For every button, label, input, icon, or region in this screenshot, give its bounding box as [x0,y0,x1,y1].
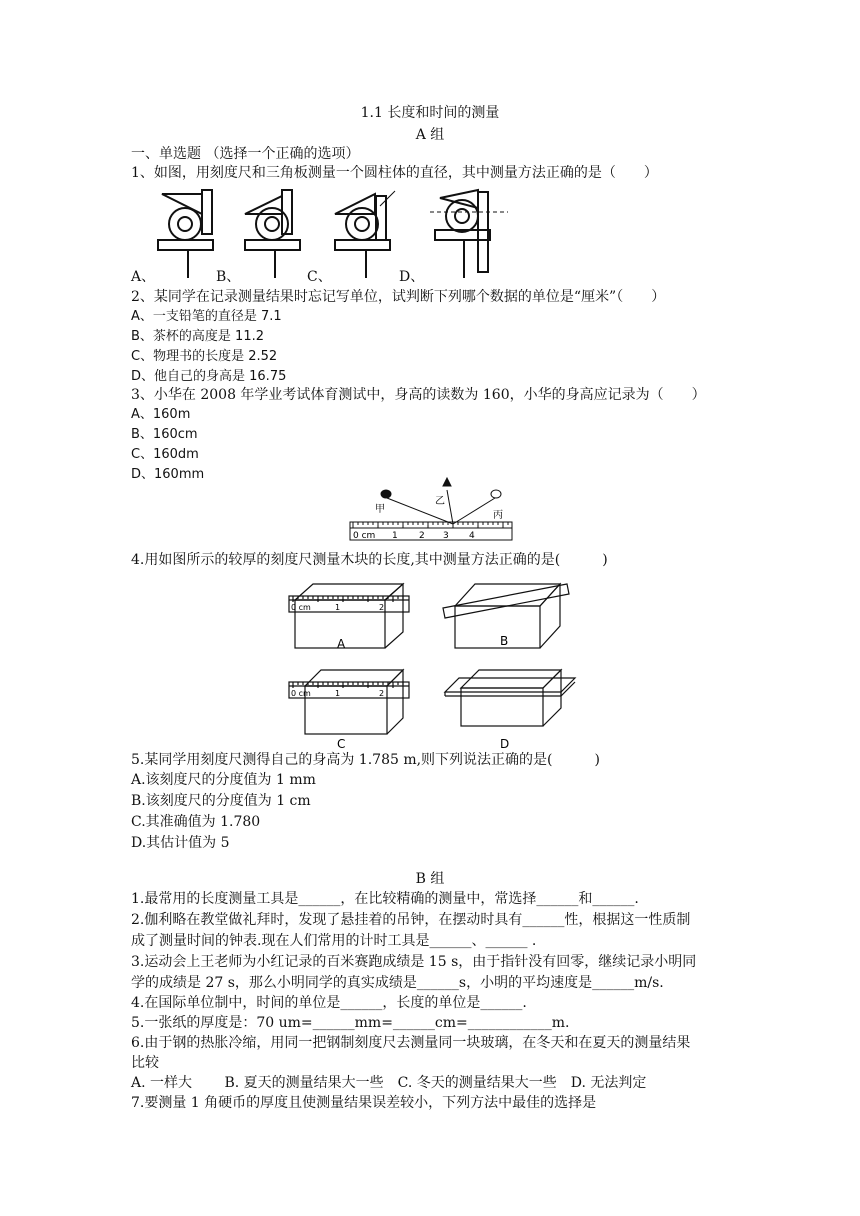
q3-option-a: A、160m [131,407,191,422]
q4-label-a: A [337,637,346,651]
q4-label-d: D [500,737,510,751]
eye-tick-0: 0 cm [353,531,376,541]
q4-figure-c [289,670,409,734]
q1-label-c: C、 [307,269,332,285]
q1-figure-b [245,190,300,278]
b-line-7: 5.一张纸的厚度是：70 um=______mm=______cm=____________m. [131,1015,570,1031]
eye-label-bing: 丙 [493,510,503,521]
b-line-8: 6.由于钢的热胀冷缩，用同一把钢制刻度尺去测量同一块玻璃，在冬天和在夏天的测量结果 [131,1035,691,1051]
q4-figure [285,570,585,752]
b-line-1: 1.最常用的长度测量工具是______，在比较精确的测量中，常选择______和______. [131,891,639,907]
q1-stem: 1、如图，用刻度尺和三角板测量一个圆柱体的直径，其中测量方法正确的是（ ） [131,165,658,181]
q3-option-d: D、160mm [131,467,205,482]
q4-label-c: C [337,737,346,751]
q5-option-d: D.其估计值为 5 [131,835,230,851]
q1-label-a: A、 [131,269,156,285]
b-line-5: 学的成绩是 27 s，那么小明同学的真实成绩是______s，小明的平均速度是______m/s. [131,975,664,991]
b-line-2: 2.伽利略在教堂做礼拜时，发现了悬挂着的吊钟，在摆动时具有______性，根据这一性质制 [131,912,691,928]
q2-option-d: D、他自己的身高是 16.75 [131,369,287,384]
q4-figure-a [289,584,409,648]
q2-option-a: A、一支铅笔的直径是 7.1 [131,309,282,324]
eye-tick-1: 1 [392,531,398,541]
b-line-4: 3.运动会上王老师为小红记录的百米赛跑成绩是 15 s，由于指针没有回零，继续记录小明同 [131,954,697,970]
q4-label-b: B [500,634,509,648]
q1-figure-a [158,190,213,278]
q4-a-tick-1: 1 [335,603,341,612]
q2-stem: 2、某同学在记录测量结果时忘记写单位，试判断下列哪个数据的单位是“厘米”（ ） [131,289,666,305]
q4-c-tick-0: 0 cm [291,689,311,698]
b-line-10: A. 一样大 B. 夏天的测量结果大一些 C. 冬天的测量结果大一些 D. 无法判定 [131,1075,647,1091]
q5-option-a: A.该刻度尺的分度值为 1 mm [131,772,316,788]
eye-label-jia: 甲 [375,504,385,515]
q5-option-b: B.该刻度尺的分度值为 1 cm [131,793,311,809]
q4-a-tick-0: 0 cm [291,603,311,612]
q2-option-b: B、茶杯的高度是 11.2 [131,329,264,344]
q4-a-tick-2: 2 [379,603,385,612]
b-line-6: 4.在国际单位制中，时间的单位是______，长度的单位是______. [131,995,527,1011]
eye-tick-3: 3 [443,531,449,541]
section-heading: 一、单选题 （选择一个正确的选项） [131,146,360,162]
eye-tick-2: 2 [419,531,425,541]
q3-option-b: B、160cm [131,427,198,442]
group-b-heading: B 组 [415,871,445,887]
q4-c-tick-1: 1 [335,689,341,698]
q1-figure-d [430,190,508,278]
q1-label-b: B、 [216,269,241,285]
q2-option-c: C、物理书的长度是 2.52 [131,349,278,364]
eye-tick-4: 4 [469,531,475,541]
q5-option-c: C.其准确值为 1.780 [131,814,261,830]
eye-label-yi: 乙 [435,496,445,507]
q3-stem: 3、小华在 2008 年学业考试体育测试中，身高的读数为 160，小华的身高应记录为（ ） [131,387,706,403]
page-title: 1.1 长度和时间的测量 [360,105,500,121]
q4-figure-d [445,670,575,726]
b-line-9: 比较 [131,1055,159,1071]
q1-label-d: D、 [399,269,425,285]
q4-stem: 4.用如图所示的较厚的刻度尺测量木块的长度,其中测量方法正确的是( ) [131,552,608,568]
b-line-11: 7.要测量 1 角硬币的厚度且使测量结果误差较小，下列方法中最佳的选择是 [131,1095,597,1111]
q4-c-tick-2: 2 [379,689,385,698]
q5-stem: 5.某同学用刻度尺测得自己的身高为 1.785 m,则下列说法正确的是( ) [131,752,600,768]
b-line-3: 成了测量时间的钟表.现在人们常用的计时工具是______、______ . [131,933,537,949]
q3-option-c: C、160dm [131,447,199,462]
q1-figure-c [335,191,395,278]
group-a-heading: A 组 [415,127,445,143]
eye-ruler-figure [345,476,520,551]
